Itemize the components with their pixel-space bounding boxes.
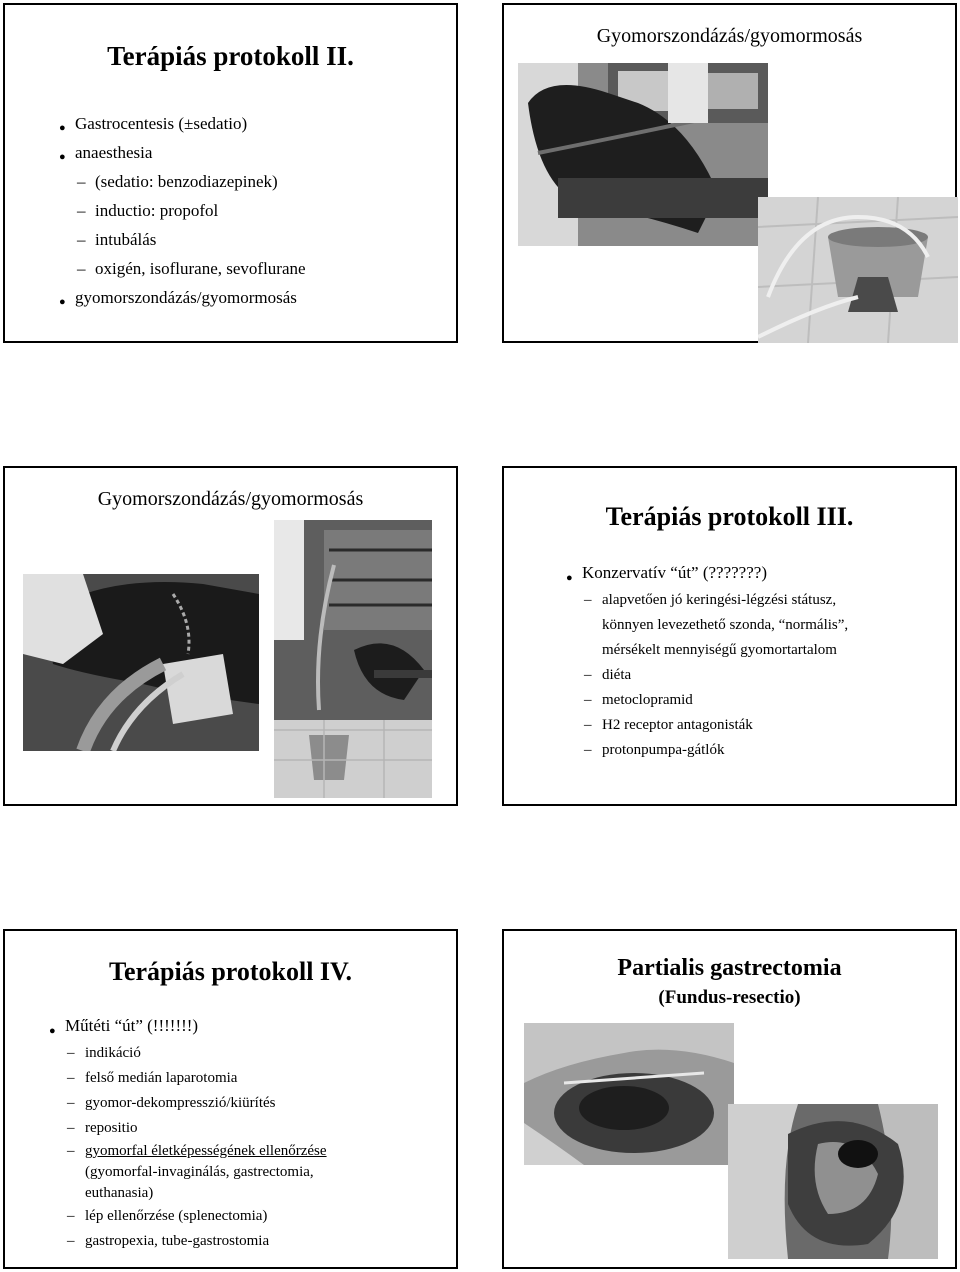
- list-item: – indikáció: [85, 1041, 327, 1066]
- photo-vet-room: [274, 520, 432, 798]
- list-item: – gyomor-dekompresszió/kiürítés: [85, 1091, 327, 1116]
- slide-subtitle: (Fundus-resectio): [658, 987, 801, 1008]
- list-item: – inductio: propofol: [95, 196, 306, 225]
- list-item: ● Konzervatív “út” (???????): [582, 558, 848, 588]
- photo-tube-into-mouth: [23, 574, 259, 751]
- list-item: ● anaesthesia: [75, 138, 306, 167]
- slide-gastric-lavage-2: [3, 466, 458, 806]
- slide-therapy-protocol-4: [3, 929, 458, 1269]
- photo-open-abdomen: [524, 1023, 734, 1165]
- list-item: (gyomorfal-invaginálás, gastrectomia,: [85, 1164, 314, 1180]
- list-item: ● Műtéti “út” (!!!!!!!): [65, 1011, 327, 1041]
- photo-resected-stomach: [728, 1104, 938, 1259]
- list-item: – gastropexia, tube-gastrostomia: [85, 1229, 327, 1254]
- slide-therapy-protocol-3: [502, 466, 957, 806]
- slide-title: Terápiás protokoll III.: [605, 502, 854, 531]
- list-item: – oxigén, isoflurane, sevoflurane: [95, 254, 306, 283]
- list-item: – repositio: [85, 1116, 327, 1141]
- slide-partial-gastrectomy: [502, 929, 957, 1269]
- bullet-list: [582, 558, 848, 763]
- bullet-list: [75, 109, 306, 312]
- slide-gastric-lavage-1: [502, 3, 957, 343]
- list-item: – alapvetően jó keringési-légzési státusz,: [602, 588, 848, 613]
- list-item: ● gyomorszondázás/gyomormosás: [75, 283, 306, 312]
- list-item: – protonpumpa-gátlók: [602, 738, 848, 763]
- list-item: könnyen levezethető szonda, “normális”,: [602, 617, 849, 633]
- slide-title: Terápiás protokoll II.: [107, 41, 354, 71]
- list-item: – gyomorfal életképességének ellenőrzése: [85, 1141, 327, 1162]
- list-item: – intubálás: [95, 225, 306, 254]
- list-item: – (sedatio: benzodiazepinek): [95, 167, 306, 196]
- slide-therapy-protocol-2: [3, 3, 458, 343]
- list-item: – lép ellenőrzése (splenectomia): [85, 1204, 327, 1229]
- bullet-list: [65, 1011, 327, 1254]
- slide-title: Terápiás protokoll IV.: [109, 957, 352, 986]
- list-item: – metoclopramid: [602, 688, 848, 713]
- photo-dog-on-table: [518, 63, 768, 246]
- slide-title: Partialis gastrectomia: [617, 955, 842, 981]
- list-item: – H2 receptor antagonisták: [602, 713, 848, 738]
- list-item: – diéta: [602, 663, 848, 688]
- list-item: ● Gastrocentesis (±sedatio): [75, 109, 306, 138]
- list-item: euthanasia): [85, 1185, 154, 1201]
- slide-title: Gyomorszondázás/gyomormosás: [97, 488, 364, 510]
- photo-bucket-funnel: [758, 197, 958, 343]
- slide-title: Gyomorszondázás/gyomormosás: [596, 25, 863, 47]
- list-item: – felső medián laparotomia: [85, 1066, 327, 1091]
- list-item: mérsékelt mennyiségű gyomortartalom: [602, 642, 837, 658]
